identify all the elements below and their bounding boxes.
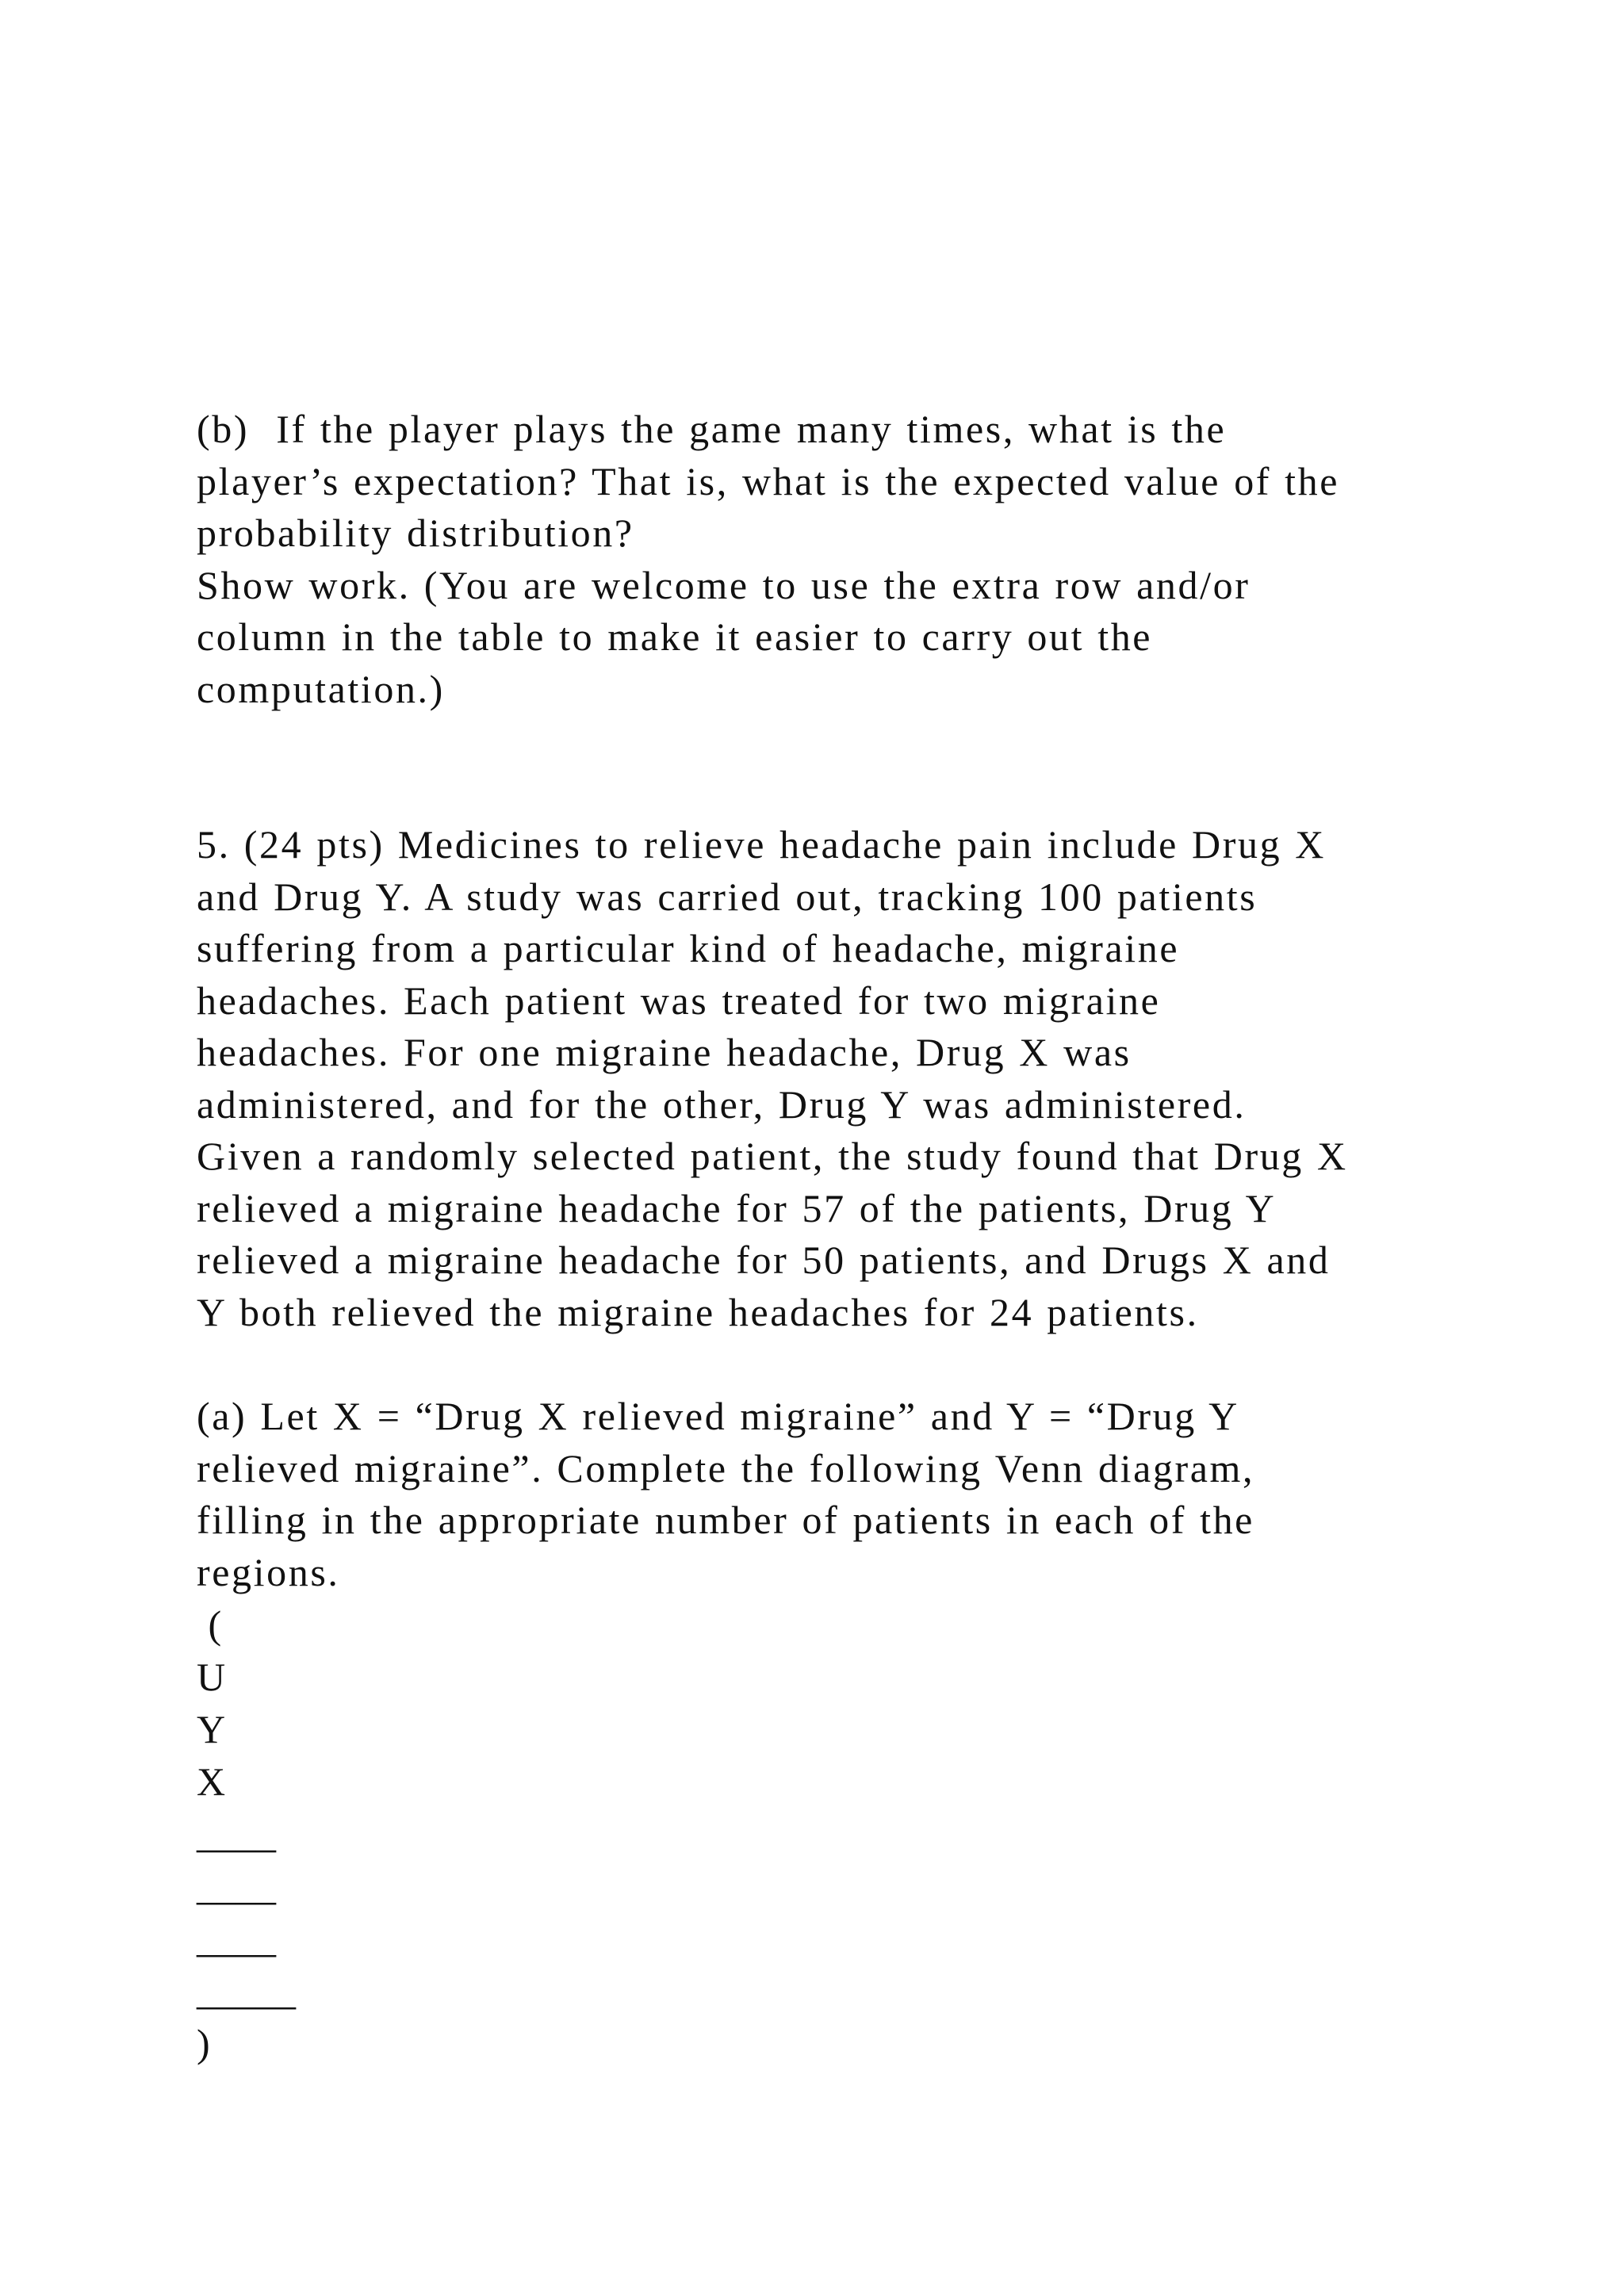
text-line: headaches. For one migraine headache, Drug X was — [197, 1030, 1132, 1074]
text-line: (b) If the player plays the game many times, what is the — [197, 407, 1227, 451]
text-line: column in the table to make it easier to carry out the — [197, 614, 1153, 659]
text-line: Show work. (You are welcome to use the extra row and/or — [197, 562, 1251, 607]
part-a-prompt — [197, 1391, 1465, 1598]
text-line: relieved migraine”. Complete the following Venn diagram, — [197, 1445, 1255, 1490]
text-line: computation.) — [197, 666, 445, 711]
text-line: Y both relieved the migraine headaches for 24 patients. — [197, 1289, 1199, 1334]
text-line: filling in the appropriate number of patients in each of the — [197, 1498, 1254, 1542]
venn-label-universe: U — [197, 1655, 226, 1699]
text-line: Given a randomly selected patient, the study found that Drug X — [197, 1134, 1348, 1178]
answer-blank: ____ — [197, 1864, 276, 1908]
venn-diagram-placeholder — [197, 1598, 1465, 2069]
venn-label-x: X — [197, 1759, 226, 1804]
text-line: suffering from a particular kind of headache, migraine — [197, 926, 1180, 970]
text-line: and Drug Y. A study was carried out, tracking 100 patients — [197, 874, 1258, 919]
answer-blank: ____ — [197, 1812, 276, 1856]
part-b-prompt — [197, 404, 1465, 715]
text-line: 5. (24 pts) Medicines to relieve headache pain include Drug X — [197, 822, 1327, 867]
venn-open-paren: ( — [197, 1602, 222, 1647]
venn-close-paren: ) — [197, 2021, 210, 2065]
answer-blank: _____ — [197, 1969, 296, 2013]
text-line: headaches. Each patient was treated for two migraine — [197, 978, 1161, 1023]
text-line: administered, and for the other, Drug Y was administered. — [197, 1081, 1247, 1127]
text-line: (a) Let X = “Drug X relieved migraine” and Y = “Drug Y — [197, 1394, 1239, 1438]
venn-label-y: Y — [197, 1707, 226, 1751]
text-line: player’s expectation? That is, what is the expected value of the — [197, 458, 1340, 503]
question-5-paragraph — [197, 819, 1465, 1338]
text-line: probability distribution? — [197, 511, 634, 555]
text-line: relieved a migraine headache for 50 patients, and Drugs X and — [197, 1238, 1331, 1282]
text-line: relieved a migraine headache for 57 of the patients, Drug Y — [197, 1185, 1277, 1230]
answer-blank: ____ — [197, 1916, 276, 1961]
text-line: regions. — [197, 1549, 340, 1594]
